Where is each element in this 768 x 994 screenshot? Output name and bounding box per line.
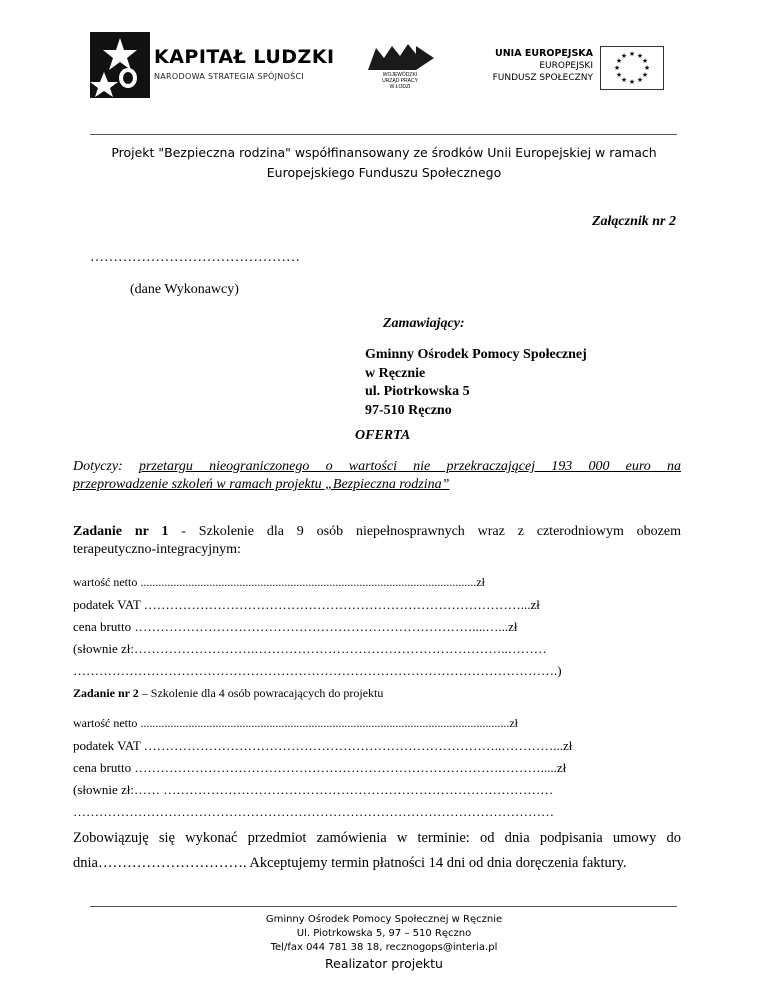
svg-text:★: ★ — [615, 57, 623, 65]
eu-line2: FUNDUSZ SPOŁECZNY — [492, 73, 593, 83]
kl-title: KAPITAŁ LUDZKI — [154, 46, 335, 68]
footer-divider — [90, 906, 677, 907]
task1-desc: - Szkolenie dla 9 osób niepełnosprawnych wraz z czterodniowym obozem — [168, 524, 681, 539]
kapital-ludzki-emblem-icon — [90, 32, 150, 98]
wup-text — [364, 72, 436, 90]
task1-slownie-cont: ………………………………………………………………………………………………….) — [73, 663, 562, 678]
commit-line1: Zobowiązuję się wykonać przedmiot zamówienia w terminie: od dnia podpisania umowy do — [73, 830, 681, 846]
wup-arrow-icon — [364, 42, 436, 72]
address-line: 97-510 Ręczno — [365, 402, 452, 418]
header-divider — [90, 134, 677, 135]
svg-text:★: ★ — [641, 71, 649, 79]
project-line2: Europejskiego Funduszu Społecznego — [266, 165, 502, 180]
wup-logo — [364, 42, 436, 92]
task2-number: Zadanie nr 2 — [73, 686, 139, 700]
svg-text:★: ★ — [636, 52, 644, 60]
task1-brutto: cena brutto ……………………………………………………………………....…...zł — [73, 619, 518, 634]
offer-title: OFERTA — [355, 428, 411, 443]
address-line: w Ręcznie — [365, 365, 426, 381]
task1-netto: wartość netto ................................................................................................................zł — [73, 575, 485, 589]
wup-line: WOJEWÓDZKI — [382, 72, 418, 78]
svg-text:★: ★ — [641, 57, 649, 65]
task2-slownie-cont: ………………………………………………………………………………………………… — [73, 804, 554, 819]
task1-line1 — [73, 523, 681, 541]
svg-text:★: ★ — [628, 50, 636, 58]
task1-line2: terapeutyczno-integracyjnym: — [73, 542, 241, 557]
task1-slownie: (słownie zł:……………………….…………………………………………………..……… — [73, 641, 547, 656]
svg-text:★: ★ — [628, 78, 636, 86]
task2-heading — [73, 686, 383, 701]
eu-logo — [475, 48, 685, 98]
zamawiajacy-label: Zamawiający: — [383, 316, 465, 331]
wup-line: URZĄD PRACY — [382, 78, 418, 84]
task2-slownie: (słownie zł:…… ……………………………………………………………………………… — [73, 782, 554, 797]
eu-flag-icon — [600, 46, 664, 90]
recipient-address — [365, 346, 587, 420]
svg-text:★: ★ — [613, 64, 621, 72]
svg-text:★: ★ — [615, 71, 623, 79]
footer — [60, 913, 708, 973]
contractor-dots: ……………………………………… — [90, 250, 300, 265]
dotyczy-block — [73, 458, 681, 494]
svg-text:★: ★ — [643, 64, 651, 72]
kapital-ludzki-logo — [90, 32, 335, 102]
contractor-label: (dane Wykonawcy) — [130, 282, 239, 297]
dotyczy-line1 — [73, 458, 681, 476]
footer-line1: Gminny Ośrodek Pomocy Społecznej w Ręcznie — [265, 914, 503, 925]
dotyczy-line2: przeprowadzenie szkoleń w ramach projektu „Bezpieczna rodzina” — [73, 477, 450, 492]
task1-heading — [73, 523, 681, 559]
dotyczy-prefix: Dotyczy: — [73, 459, 123, 474]
svg-text:★: ★ — [620, 76, 628, 84]
attachment-label: Załącznik nr 2 — [591, 214, 676, 229]
task2-vat: podatek VAT ………………………………………………………………………..…………...zł — [73, 738, 573, 753]
address-line: ul. Piotrkowska 5 — [365, 384, 470, 399]
project-line1: Projekt "Bezpieczna rodzina" współfinansowany ze środków Unii Europejskiej w ramach — [111, 145, 657, 160]
task1-vat: podatek VAT ……………………………………………………………………………...zł — [73, 597, 540, 612]
task2-desc: – Szkolenie dla 4 osób powracających do projektu — [138, 686, 384, 700]
wup-line: W ŁODZI — [389, 84, 411, 90]
commitment-text — [73, 826, 681, 876]
task2-netto: wartość netto ...........................................................................................................................zł — [73, 716, 518, 730]
footer-realizator: Realizator projektu — [325, 956, 443, 971]
task2-brutto: cena brutto ………………………………………………………………………….……….....zł — [73, 760, 567, 775]
svg-text:★: ★ — [620, 52, 628, 60]
eu-title: UNIA EUROPEJSKA — [495, 48, 593, 59]
task1-number: Zadanie nr 1 — [73, 524, 169, 539]
eu-line1: EUROPEJSKI — [539, 61, 593, 71]
address-line: Gminny Ośrodek Pomocy Społecznej — [365, 347, 587, 362]
dotyczy-subject: przetargu nieograniczonego o wartości nie przekraczającej 193 000 euro na — [138, 459, 681, 474]
project-banner — [60, 143, 708, 183]
commit-line2: dnia…………………………. Akceptujemy termin płatności 14 dni od dnia doręczenia faktury. — [73, 855, 627, 871]
svg-text:★: ★ — [636, 76, 644, 84]
footer-line3: Tel/fax 044 781 38 18, recznogops@interia.pl — [270, 942, 498, 953]
footer-line2: Ul. Piotrkowska 5, 97 – 510 Ręczno — [296, 928, 472, 939]
kl-subtitle: NARODOWA STRATEGIA SPÓJNOŚCI — [154, 72, 305, 81]
